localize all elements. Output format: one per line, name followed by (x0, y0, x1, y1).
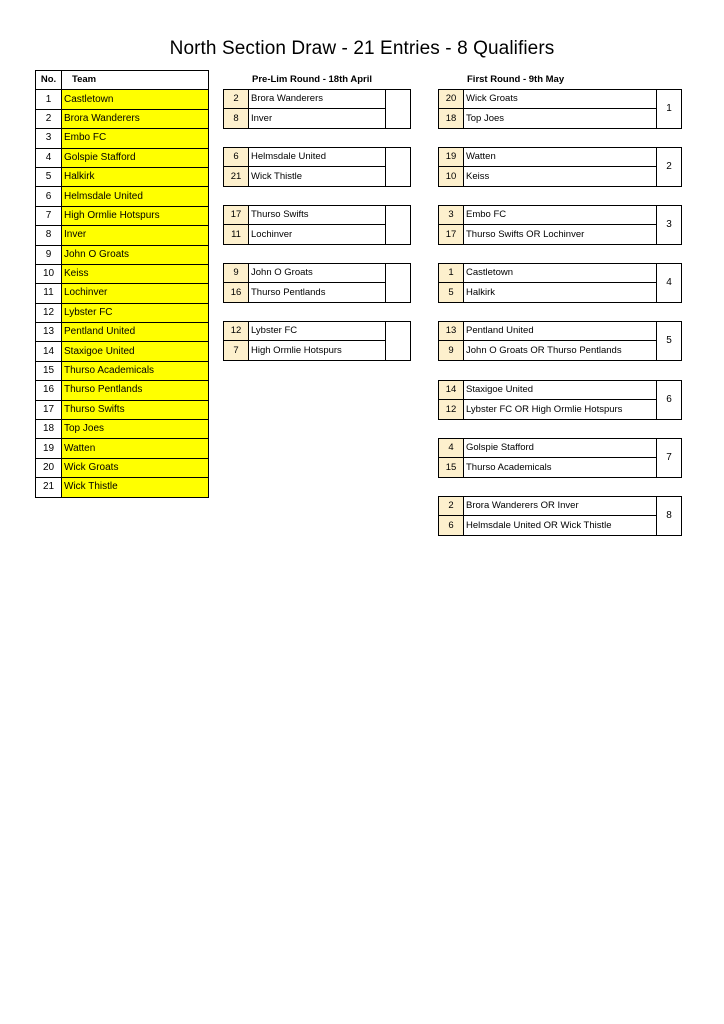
team-no: 17 (36, 400, 62, 419)
prelim-match-3 (223, 205, 411, 245)
away-team: Wick Thistle (249, 167, 386, 186)
table-row (36, 148, 209, 167)
away-no: 5 (439, 283, 464, 302)
table-row (36, 303, 209, 322)
table-row (36, 109, 209, 128)
team-no: 11 (36, 284, 62, 303)
table-row (36, 400, 209, 419)
away-no: 6 (439, 516, 464, 535)
home-team: Watten (464, 148, 657, 167)
team-no: 19 (36, 439, 62, 458)
table-row (36, 90, 209, 109)
team-name: Top Joes (62, 420, 209, 439)
table-row (36, 478, 209, 497)
away-no: 18 (439, 109, 464, 128)
home-no: 1 (439, 264, 464, 283)
home-no: 6 (224, 148, 249, 167)
prelim-match-1 (223, 89, 411, 129)
team-name: Helmsdale United (62, 187, 209, 206)
away-no: 8 (224, 109, 249, 128)
team-name: Thurso Pentlands (62, 381, 209, 400)
home-no: 2 (439, 497, 464, 516)
away-team: Lochinver (249, 225, 386, 244)
home-no: 9 (224, 264, 249, 283)
teams-table (35, 70, 209, 498)
table-row (36, 264, 209, 283)
team-no: 14 (36, 342, 62, 361)
away-team: Inver (249, 109, 386, 128)
home-no: 19 (439, 148, 464, 167)
team-name: Pentland United (62, 323, 209, 342)
home-no: 20 (439, 90, 464, 109)
prelim-header: Pre-Lim Round - 18th April (252, 74, 372, 85)
table-row (36, 420, 209, 439)
away-no: 21 (224, 167, 249, 186)
away-team: John O Groats OR Thurso Pentlands (464, 341, 657, 360)
table-row (36, 381, 209, 400)
team-name: Embo FC (62, 129, 209, 148)
result-box (386, 206, 411, 245)
away-team: Keiss (464, 167, 657, 186)
table-row (36, 187, 209, 206)
table-row (36, 323, 209, 342)
first-round-tie-6 (438, 380, 682, 420)
tie-number: 8 (657, 497, 682, 536)
result-box (386, 148, 411, 187)
home-no: 12 (224, 322, 249, 341)
away-no: 17 (439, 225, 464, 244)
first-round-tie-3 (438, 205, 682, 245)
team-no: 3 (36, 129, 62, 148)
away-no: 9 (439, 341, 464, 360)
team-no: 6 (36, 187, 62, 206)
table-row (36, 226, 209, 245)
table-row (36, 284, 209, 303)
home-team: Helmsdale United (249, 148, 386, 167)
team-name: High Ormlie Hotspurs (62, 206, 209, 225)
home-team: John O Groats (249, 264, 386, 283)
prelim-match-4 (223, 263, 411, 303)
tie-number: 3 (657, 206, 682, 245)
team-name: Thurso Swifts (62, 400, 209, 419)
team-name: Keiss (62, 264, 209, 283)
home-no: 17 (224, 206, 249, 225)
team-name: Watten (62, 439, 209, 458)
team-name: Halkirk (62, 167, 209, 186)
prelim-match-2 (223, 147, 411, 187)
first-round-tie-1 (438, 89, 682, 129)
team-name: Inver (62, 226, 209, 245)
col-header-team: Team (62, 71, 209, 90)
home-team: Wick Groats (464, 90, 657, 109)
team-name: Castletown (62, 90, 209, 109)
team-no: 16 (36, 381, 62, 400)
home-team: Thurso Swifts (249, 206, 386, 225)
away-team: Thurso Swifts OR Lochinver (464, 225, 657, 244)
tie-number: 6 (657, 381, 682, 420)
table-row (36, 361, 209, 380)
home-team: Castletown (464, 264, 657, 283)
away-team: Halkirk (464, 283, 657, 302)
team-name: Lochinver (62, 284, 209, 303)
team-no: 7 (36, 206, 62, 225)
tie-number: 7 (657, 439, 682, 478)
team-no: 15 (36, 361, 62, 380)
result-box (386, 90, 411, 129)
table-row (36, 129, 209, 148)
team-no: 1 (36, 90, 62, 109)
teams-header-row (36, 71, 209, 90)
home-team: Lybster FC (249, 322, 386, 341)
away-team: Helmsdale United OR Wick Thistle (464, 516, 657, 535)
tie-number: 1 (657, 90, 682, 129)
team-no: 10 (36, 264, 62, 283)
first-round-tie-2 (438, 147, 682, 187)
team-no: 9 (36, 245, 62, 264)
first-round-tie-8 (438, 496, 682, 536)
away-no: 15 (439, 458, 464, 477)
home-team: Brora Wanderers (249, 90, 386, 109)
home-no: 13 (439, 322, 464, 341)
page-title: North Section Draw - 21 Entries - 8 Qualifiers (169, 38, 555, 59)
first-round-tie-4 (438, 263, 682, 303)
home-team: Pentland United (464, 322, 657, 341)
table-row (36, 439, 209, 458)
table-row (36, 342, 209, 361)
first-round-header: First Round - 9th May (467, 74, 565, 85)
team-no: 18 (36, 420, 62, 439)
team-name: Staxigoe United (62, 342, 209, 361)
first-round-tie-5 (438, 321, 682, 361)
tie-number: 2 (657, 148, 682, 187)
team-no: 5 (36, 167, 62, 186)
tie-number: 5 (657, 322, 682, 361)
col-header-no: No. (36, 71, 62, 90)
team-name: Lybster FC (62, 303, 209, 322)
away-no: 16 (224, 283, 249, 302)
home-team: Staxigoe United (464, 381, 657, 400)
home-no: 2 (224, 90, 249, 109)
tie-number: 4 (657, 264, 682, 303)
team-name: Wick Groats (62, 458, 209, 477)
team-no: 13 (36, 323, 62, 342)
away-team: Top Joes (464, 109, 657, 128)
away-no: 7 (224, 341, 249, 360)
team-name: Golspie Stafford (62, 148, 209, 167)
team-no: 12 (36, 303, 62, 322)
home-team: Embo FC (464, 206, 657, 225)
team-name: John O Groats (62, 245, 209, 264)
home-team: Brora Wanderers OR Inver (464, 497, 657, 516)
team-name: Brora Wanderers (62, 109, 209, 128)
team-name: Wick Thistle (62, 478, 209, 497)
table-row (36, 245, 209, 264)
table-row (36, 206, 209, 225)
home-team: Golspie Stafford (464, 439, 657, 458)
first-round-tie-7 (438, 438, 682, 478)
team-no: 20 (36, 458, 62, 477)
home-no: 4 (439, 439, 464, 458)
table-row (36, 167, 209, 186)
away-team: Thurso Academicals (464, 458, 657, 477)
team-no: 8 (36, 226, 62, 245)
team-no: 4 (36, 148, 62, 167)
team-name: Thurso Academicals (62, 361, 209, 380)
result-box (386, 264, 411, 303)
prelim-match-5 (223, 321, 411, 361)
team-no: 2 (36, 109, 62, 128)
home-no: 14 (439, 381, 464, 400)
team-no: 21 (36, 478, 62, 497)
result-box (386, 322, 411, 361)
away-no: 11 (224, 225, 249, 244)
away-team: Thurso Pentlands (249, 283, 386, 302)
away-no: 12 (439, 400, 464, 419)
home-no: 3 (439, 206, 464, 225)
away-team: High Ormlie Hotspurs (249, 341, 386, 360)
table-row (36, 458, 209, 477)
away-team: Lybster FC OR High Ormlie Hotspurs (464, 400, 657, 419)
away-no: 10 (439, 167, 464, 186)
